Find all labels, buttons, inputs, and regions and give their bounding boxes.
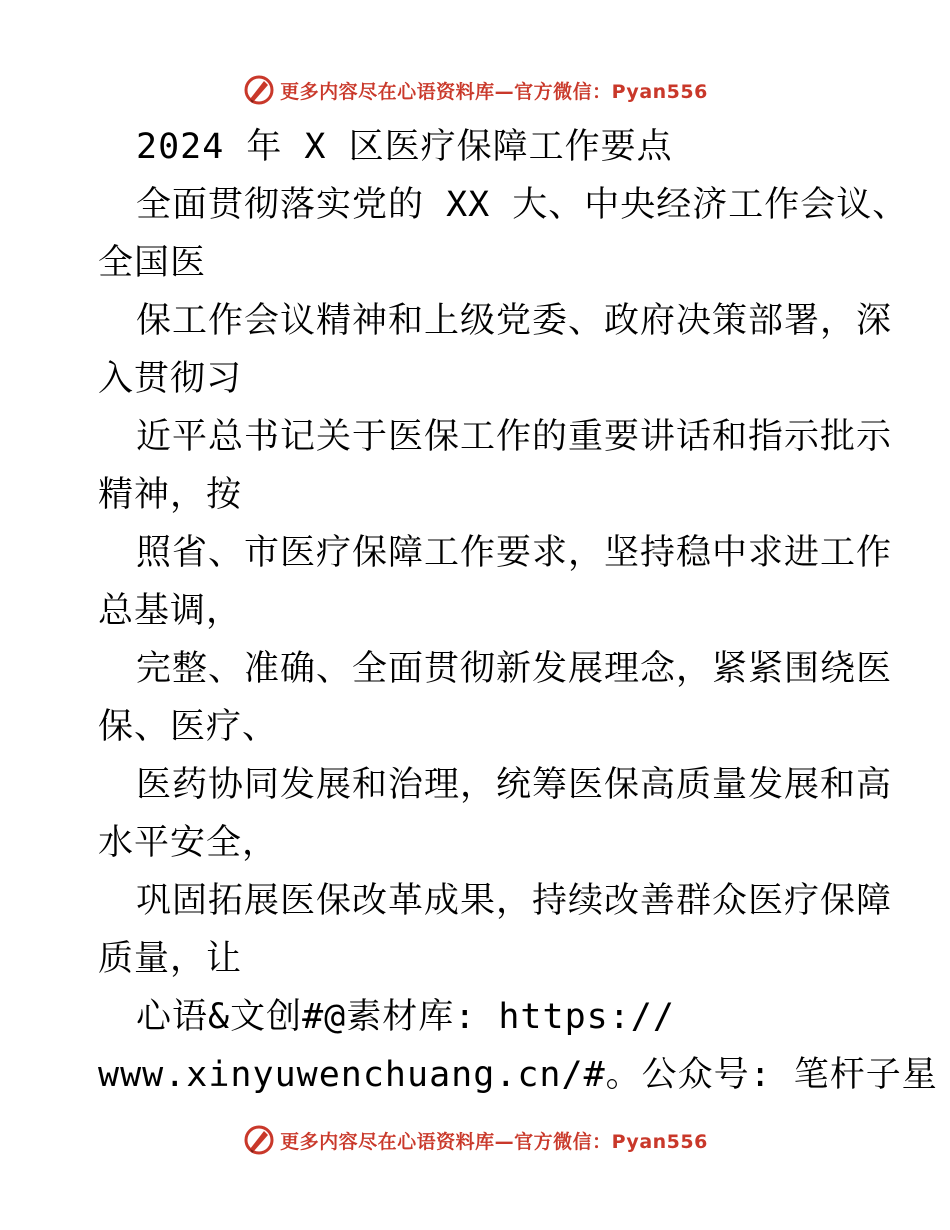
pen-logo-icon <box>242 73 276 107</box>
pen-logo-icon <box>242 1123 276 1157</box>
text-line: 保、医疗、 <box>98 707 279 747</box>
text-line: 质量，让 <box>98 939 243 979</box>
text-line: 水平安全， <box>98 823 279 863</box>
footer-watermark-banner <box>0 1120 950 1160</box>
text-line: 照省、市医疗保障工作要求，坚持稳中求进工作 <box>136 533 893 573</box>
text-line: 巩固拓展医保改革成果，持续改善群众医疗保障 <box>136 881 893 921</box>
banner-text: 更多内容尽在心语资料库—官方微信：Pyan556 <box>280 1130 708 1153</box>
text-line: 医药协同发展和治理，统筹医保高质量发展和高 <box>136 765 893 805</box>
text-line: 全国医 <box>98 243 207 283</box>
text-line: 全面贯彻落实党的 XX 大、中央经济工作会议、 <box>136 185 909 225</box>
text-line: 2024 年 X 区医疗保障工作要点 <box>136 127 673 167</box>
text-line: www.xinyuwenchuang.cn/#。公众号: 笔杆子星 <box>98 1055 938 1095</box>
text-line: 入贯彻习 <box>98 359 243 399</box>
header-watermark-banner <box>0 70 950 110</box>
text-line: 近平总书记关于医保工作的重要讲话和指示批示 <box>136 417 893 457</box>
text-line: 保工作会议精神和上级党委、政府决策部署，深 <box>136 301 893 341</box>
text-line: 完整、准确、全面贯彻新发展理念，紧紧围绕医 <box>136 649 893 689</box>
document-body <box>98 118 938 1104</box>
text-line: 总基调， <box>98 591 243 631</box>
text-line: 心语&文创#@素材库: https:// <box>136 997 675 1037</box>
text-line: 精神，按 <box>98 475 243 515</box>
banner-text: 更多内容尽在心语资料库—官方微信：Pyan556 <box>280 80 708 103</box>
